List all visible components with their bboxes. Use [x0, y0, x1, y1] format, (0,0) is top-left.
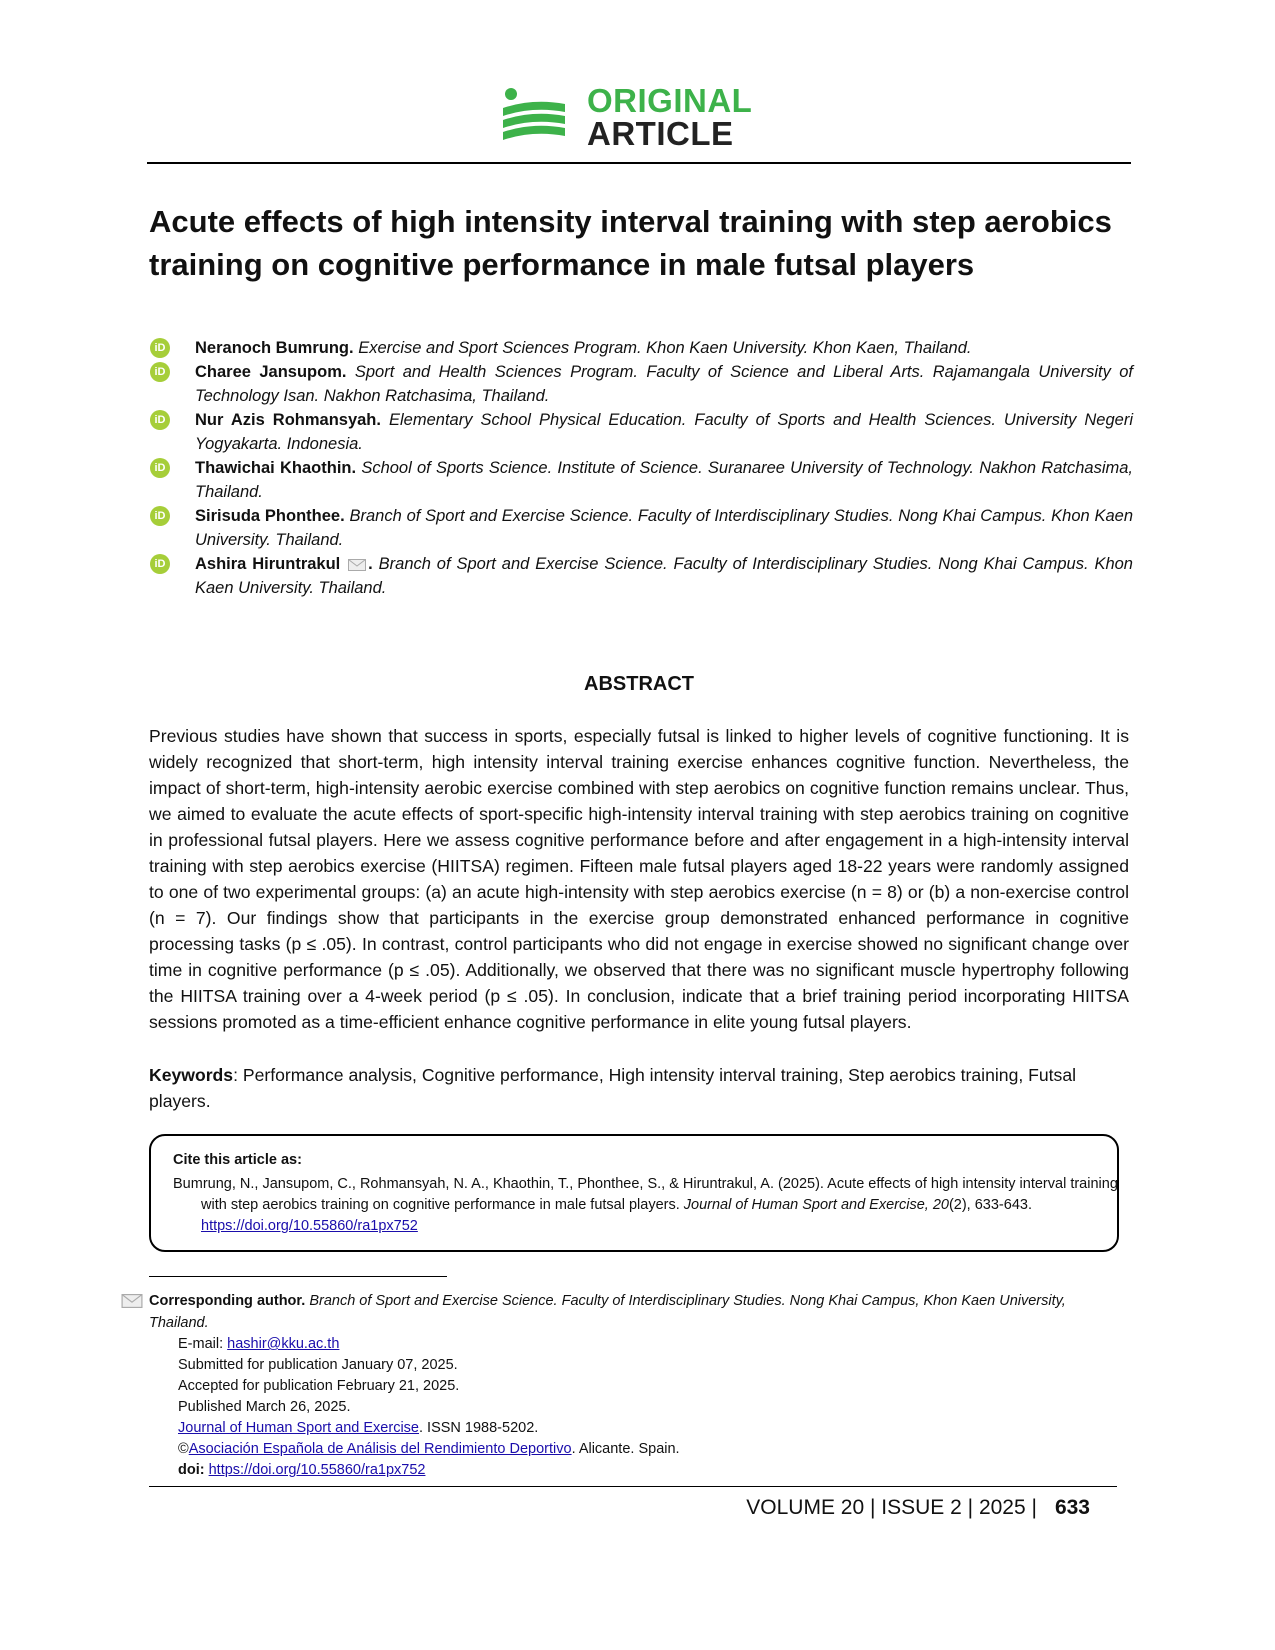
doi-link[interactable]: https://doi.org/10.55860/ra1px752 — [208, 1462, 426, 1478]
orcid-icon[interactable]: iD — [150, 410, 170, 430]
author-name: Neranoch Bumrung. — [195, 339, 354, 357]
citation-text — [173, 1174, 1123, 1237]
corresponding-author — [149, 1290, 1129, 1334]
accepted-date: Accepted for publication February 21, 2025. — [178, 1378, 460, 1394]
journal-line — [178, 1418, 1078, 1439]
published-date: Published March 26, 2025. — [178, 1399, 351, 1415]
publication-meta — [178, 1334, 1078, 1481]
publisher-link[interactable]: Asociación Española de Análisis del Rendimiento Deportivo — [188, 1441, 572, 1457]
citation-box — [149, 1134, 1119, 1252]
orcid-icon[interactable]: iD — [150, 506, 170, 526]
author-affiliation: Elementary School Physical Education. Faculty of Sports and Health Sciences. University Negeri Yogyakarta. Indonesia. — [195, 411, 1133, 453]
page-number: 633 — [1054, 1496, 1090, 1519]
author-entry — [149, 504, 1133, 552]
author-entry — [149, 336, 1133, 360]
author-affiliation: Branch of Sport and Exercise Science. Faculty of Interdisciplinary Studies. Nong Khai Campus. Khon Kaen University. Thailand. — [195, 555, 1133, 597]
author-name: Sirisuda Phonthee. — [195, 507, 345, 525]
author-affiliation: Sport and Health Sciences Program. Faculty of Science and Liberal Arts. Rajamangala University of Technology Isan. Nakhon Ratchasima, Thailand. — [195, 363, 1133, 405]
author-entry — [149, 456, 1133, 504]
citation-authors-title: Bumrung, N., Jansupom, C., Rohmansyah, N. A., Khaothin, T., Phonthee, S., & Hiruntrakul, A. (2025). Acute effects of high intensity interval training with step aerobics training on cognitive performance in male futsal players. — [173, 1176, 1118, 1213]
author-name: Charee Jansupom. — [195, 363, 347, 381]
citation-heading: Cite this article as: — [173, 1152, 302, 1168]
author-affiliation: Exercise and Sport Sciences Program. Khon Kaen University. Khon Kaen, Thailand. — [358, 339, 972, 357]
article-title: Acute effects of high intensity interval training with step aerobics training on cognitive performance in male futsal players — [149, 204, 1112, 282]
author-name: Nur Azis Rohmansyah. — [195, 411, 381, 429]
doi-line — [178, 1460, 1078, 1481]
header-divider — [147, 162, 1131, 164]
keywords-list: : Performance analysis, Cognitive performance, High intensity interval training, Step aerobics training, Futsal players. — [149, 1065, 1077, 1111]
email-link[interactable]: hashir@kku.ac.th — [227, 1336, 340, 1352]
publisher-line — [178, 1439, 1078, 1460]
orcid-icon[interactable]: iD — [150, 338, 170, 358]
footnote-divider — [149, 1276, 447, 1277]
orcid-icon[interactable]: iD — [150, 554, 170, 574]
corresponding-affiliation: Branch of Sport and Exercise Science. Faculty of Interdisciplinary Studies. Nong Khai Campus, Khon Kaen University, Thailand. — [149, 1293, 1066, 1331]
journal-link[interactable]: Journal of Human Sport and Exercise — [178, 1420, 419, 1436]
footer-divider — [149, 1486, 1117, 1487]
keywords-label: Keywords — [149, 1065, 234, 1085]
keywords — [149, 1062, 1129, 1114]
orcid-icon[interactable]: iD — [150, 458, 170, 478]
original-article-logo-icon — [503, 88, 565, 144]
author-name-suffix: . — [368, 555, 373, 573]
badge-line-article: ARTICLE — [587, 115, 734, 152]
citation-issue-pages: (2), 633-643. — [948, 1197, 1032, 1213]
original-article-badge — [503, 84, 783, 150]
submitted-date: Submitted for publication January 07, 2025. — [178, 1357, 458, 1373]
corresponding-label: Corresponding author. — [149, 1293, 306, 1309]
issn: . ISSN 1988-5202. — [419, 1420, 539, 1436]
author-list — [149, 336, 1133, 600]
doi-label: doi: — [178, 1462, 205, 1478]
author-entry — [149, 552, 1133, 600]
author-entry — [149, 360, 1133, 408]
volume-issue: VOLUME 20 | ISSUE 2 | 2025 | — [746, 1496, 1037, 1519]
page-footer — [600, 1496, 1090, 1520]
author-affiliation: School of Sports Science. Institute of Science. Suranaree University of Technology. Nakhon Ratchasima, Thailand. — [195, 459, 1133, 501]
citation-journal: Journal of Human Sport and Exercise, 20 — [683, 1197, 949, 1213]
author-name: Thawichai Khaothin. — [195, 459, 357, 477]
publisher-place: . Alicante. Spain. — [571, 1441, 680, 1457]
email-line — [178, 1334, 1078, 1355]
envelope-icon[interactable] — [348, 559, 366, 571]
author-entry — [149, 408, 1133, 456]
badge-line-original: ORIGINAL — [587, 82, 753, 119]
citation-doi-link[interactable]: https://doi.org/10.55860/ra1px752 — [201, 1218, 418, 1234]
email-label: E-mail: — [178, 1336, 228, 1352]
orcid-icon[interactable]: iD — [150, 362, 170, 382]
envelope-icon — [121, 1294, 143, 1308]
abstract-text: Previous studies have shown that success in sports, especially futsal is linked to higher levels of cognitive functioning. It is widely recognized that short-term, high intensity interval training exercise enhances cognitive function. Nevertheless, the impact of short-term, high-intensity aerobic exercise combined with step aerobics on cognitive function remains unclear. Thus, we aimed to evaluate the acute effects of sport-specific high-intensity interval training with step aerobics training on cognitive in professional futsal players. Here we assess cognitive performance before and after engagement in a high-intensity interval training with step aerobics exercise (HIITSA) regimen. Fifteen male futsal players aged 18-22 years were randomly assigned to one of two experimental groups: (a) an acute high-intensity with step aerobics exercise (n = 8) or (b) a non-exercise control (n = 7). Our findings show that participants in the exercise group demonstrated enhanced performance in cognitive processing tasks (p ≤ .05). In contrast, control participants who did not engage in exercise showed no significant change over time in cognitive performance (p ≤ .05). Additionally, we observed that there was no significant muscle hypertrophy following the HIITSA training over a 4-week period (p ≤ .05). In conclusion, indicate that a brief training period incorporating HIITSA sessions promoted as a time-efficient enhance cognitive performance in elite young futsal players. — [149, 726, 1129, 1032]
abstract-heading: ABSTRACT — [584, 673, 694, 695]
copyright-symbol: © — [178, 1441, 189, 1457]
author-name: Ashira Hiruntrakul — [195, 555, 341, 573]
author-affiliation: Branch of Sport and Exercise Science. Faculty of Interdisciplinary Studies. Nong Khai Campus. Khon Kaen University. Thailand. — [195, 507, 1134, 549]
